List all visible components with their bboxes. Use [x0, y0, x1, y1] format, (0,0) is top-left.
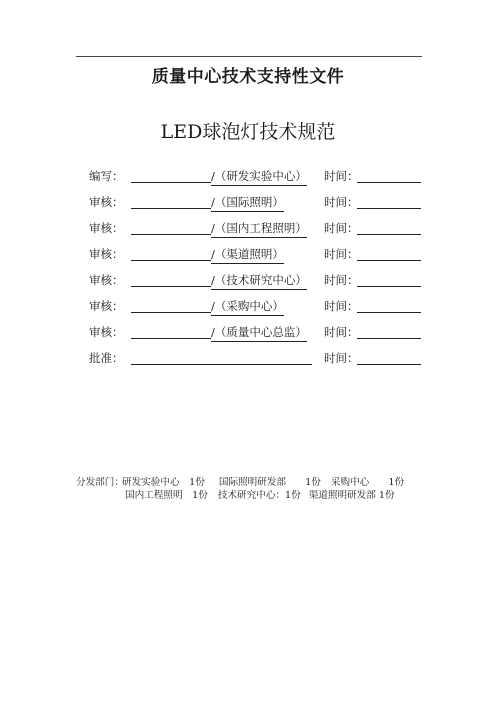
time-label: 时间：: [324, 221, 359, 235]
document-title: 质量中心技术支持性文件: [151, 67, 345, 87]
sign-row-reviewer: [89, 246, 429, 272]
dept-label: /（质量中心总监）: [211, 324, 307, 342]
spec-title: LED球泡灯技术规范: [160, 121, 336, 143]
dept-label: /（研发实验中心）: [211, 168, 307, 186]
time-label: 时间：: [324, 325, 359, 339]
distribution-label: 分发部门：: [76, 477, 124, 488]
signature-line[interactable]: [131, 234, 211, 235]
role-label: 批准：: [89, 351, 124, 365]
signature-line[interactable]: [131, 312, 211, 313]
signature-line[interactable]: [131, 182, 211, 183]
dept-label: /（渠道照明）: [211, 246, 284, 264]
role-label: 审核：: [89, 221, 124, 235]
role-label: 审核：: [89, 247, 124, 261]
role-label: 编写：: [89, 169, 124, 183]
time-label: 时间：: [324, 169, 359, 183]
date-line[interactable]: [357, 338, 421, 339]
date-line[interactable]: [357, 260, 421, 261]
signature-line[interactable]: [131, 286, 211, 287]
sign-row-reviewer: [89, 220, 429, 246]
signature-line[interactable]: [131, 260, 211, 261]
dept-label: /（技术研究中心）: [211, 272, 307, 290]
date-line[interactable]: [357, 312, 421, 313]
role-label: 审核：: [89, 299, 124, 313]
sign-row-reviewer: [89, 272, 429, 298]
role-label: 审核：: [89, 273, 124, 287]
sign-row-reviewer: [89, 298, 429, 324]
time-label: 时间：: [324, 195, 359, 209]
header-rule: [76, 56, 422, 57]
time-label: 时间：: [324, 247, 359, 261]
time-label: 时间：: [324, 273, 359, 287]
distribution-entry: 国内工程照明 1份: [125, 490, 208, 501]
time-label: 时间：: [324, 351, 359, 365]
dept-label: /（国内工程照明）: [211, 220, 307, 238]
sign-row-author: [89, 168, 429, 194]
date-line[interactable]: [357, 234, 421, 235]
role-label: 审核：: [89, 195, 124, 209]
distribution-line: [76, 489, 404, 502]
date-line[interactable]: [357, 286, 421, 287]
dept-label: /（采购中心）: [211, 298, 284, 316]
signature-line[interactable]: [131, 364, 312, 365]
date-line[interactable]: [357, 182, 421, 183]
time-label: 时间：: [324, 299, 359, 313]
signature-table: [89, 168, 429, 376]
date-line[interactable]: [357, 364, 421, 365]
distribution-line: [76, 476, 404, 489]
role-label: 审核：: [89, 325, 124, 339]
distribution-entry: 采购中心 1份: [330, 477, 405, 488]
distribution-entry: 研发实验中心 1份: [122, 477, 205, 488]
date-line[interactable]: [357, 208, 421, 209]
distribution-list: [76, 476, 404, 502]
signature-line[interactable]: [131, 338, 211, 339]
signature-line[interactable]: [131, 208, 211, 209]
sign-row-approver: [89, 350, 429, 376]
sign-row-reviewer: [89, 324, 429, 350]
dept-label: /（国际照明）: [211, 194, 284, 212]
distribution-entry: 渠道照明研发部 1份: [308, 490, 395, 501]
sign-row-reviewer: [89, 194, 429, 220]
distribution-entry: 国际照明研发部 1份: [218, 477, 321, 488]
distribution-entry: 技术研究中心：1份: [217, 490, 301, 501]
